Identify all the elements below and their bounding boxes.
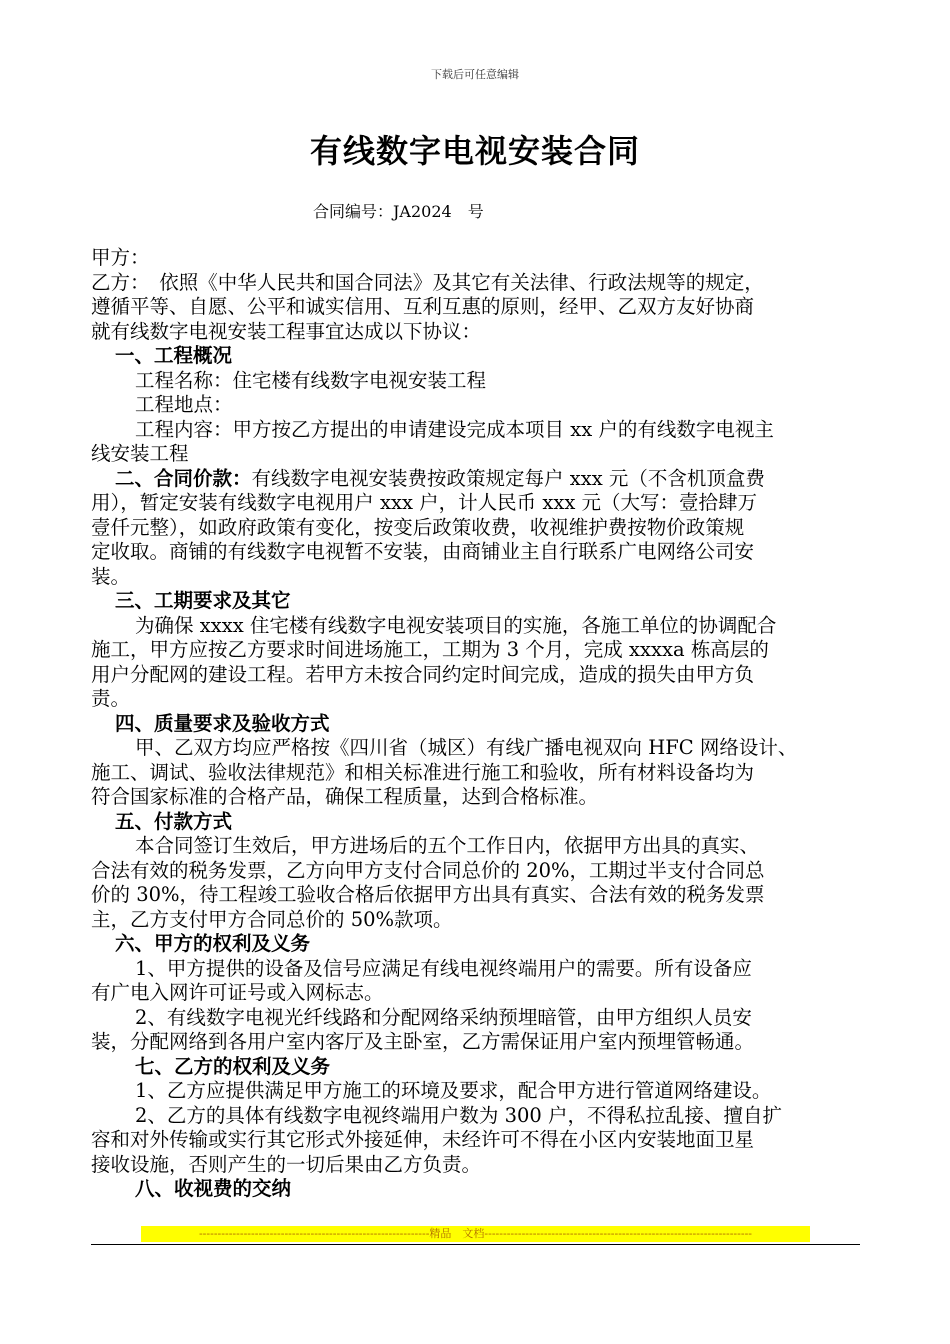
- paragraph-line: 工程内容：甲方按乙方提出的申请建设完成本项目 xx 户的有线数字电视主: [135, 417, 774, 441]
- document-title: 有线数字电视安装合同: [309, 132, 640, 170]
- footer-rule: [91, 1244, 860, 1245]
- paragraph-line: 合法有效的税务发票，乙方向甲方支付合同总价的 20%，工期过半支付合同总: [91, 858, 765, 882]
- paragraph-line: 施工，甲方应按乙方要求时间进场施工，工期为 3 个月，完成 xxxxa 栋高层的: [91, 638, 769, 661]
- paragraph-line: 就有线数字电视安装工程事宜达成以下协议：: [91, 319, 482, 343]
- paragraph-line: 甲方：: [91, 246, 150, 269]
- contract-body: [91, 246, 861, 1202]
- footer-watermark-bar: --------------------------------------------------------------精品 文档------------------------------------------------------------------------: [141, 1226, 810, 1242]
- paragraph-line: 工程名称：住宅楼有线数字电视安装工程: [135, 368, 487, 392]
- section-heading: 一、工程概况: [115, 344, 233, 367]
- section-heading: 五、付款方式: [115, 809, 233, 833]
- paragraph-line: 容和对外传输或实行其它形式外接延伸，未经许可不得在小区内安装地面卫星: [91, 1128, 755, 1151]
- paragraph-line: 装，分配网络到各用户室内客厅及主卧室，乙方需保证用户室内预埋管畅通。: [91, 1030, 755, 1053]
- paragraph-text: 有线数字电视安装费按政策规定每户 xxx 元（不含机顶盒费: [251, 466, 765, 490]
- paragraph-line: 2、乙方的具体有线数字电视终端用户数为 300 户，不得私拉乱接、擅自扩: [135, 1103, 783, 1127]
- paragraph-line: 为确保 xxxx 住宅楼有线数字电视安装项目的实施，各施工单位的协调配合: [135, 613, 777, 637]
- paragraph-line: 乙方： 依照《中华人民共和国合同法》及其它有关法律、行政法规等的规定，: [91, 270, 764, 294]
- paragraph-line: 装。: [91, 564, 131, 588]
- paragraph-line: 甲、乙双方均应严格按《四川省（城区）有线广播电视双向 HFC 网络设计、: [135, 736, 798, 759]
- paragraph-line: 1、乙方应提供满足甲方施工的环境及要求，配合甲方进行管道网络建设。: [135, 1079, 772, 1102]
- paragraph-line: 责。: [91, 687, 131, 710]
- paragraph-line: 1、甲方提供的设备及信号应满足有线电视终端用户的需要。所有设备应: [135, 956, 752, 980]
- paragraph-line: 工程地点：: [135, 393, 233, 416]
- section-heading: 四、质量要求及验收方式: [115, 711, 330, 735]
- paragraph-line: 施工、调试、验收法律规范》和相关标准进行施工和验收，所有材料设备均为: [91, 760, 755, 784]
- paragraph-line: 定收取。商铺的有线数字电视暂不安装，由商铺业主自行联系广电网络公司安: [91, 540, 755, 563]
- paragraph-line: 符合国家标准的合格产品，确保工程质量，达到合格标准。: [91, 785, 599, 808]
- section-heading: 二、合同价款：: [115, 466, 252, 490]
- header-note: 下载后可任意编辑: [431, 68, 519, 81]
- section-heading: 六、甲方的权利及义务: [115, 932, 311, 955]
- paragraph-line: 2、有线数字电视光纤线路和分配网络采纳预埋暗管，由甲方组织人员安: [135, 1005, 752, 1029]
- section-heading: 三、工期要求及其它: [115, 589, 291, 612]
- paragraph-line: 主，乙方支付甲方合同总价的 50%款项。: [91, 907, 453, 931]
- paragraph-line: 有广电入网许可证号或入网标志。: [91, 981, 384, 1004]
- paragraph-line: 线安装工程: [91, 442, 189, 465]
- paragraph-line: 遵循平等、自愿、公平和诚实信用、互利互惠的原则，经甲、乙双方友好协商: [91, 295, 755, 318]
- paragraph-line: 壹仟元整），如政府政策有变化，按变后政策收费，收视维护费按物价政策规: [91, 515, 745, 539]
- paragraph-line: 本合同签订生效后，甲方进场后的五个工作日内，依据甲方出具的真实、: [135, 834, 760, 857]
- paragraph-line: 用户分配网的建设工程。若甲方未按合同约定时间完成，造成的损失由甲方负: [91, 662, 755, 686]
- section-heading: 七、乙方的权利及义务: [135, 1054, 331, 1078]
- paragraph-line: 价的 30%，待工程竣工验收合格后依据甲方出具有真实、合法有效的税务发票: [91, 883, 765, 906]
- contract-number: 合同编号：JA2024 号: [313, 202, 484, 221]
- paragraph-line: 接收设施，否则产生的一切后果由乙方负责。: [91, 1152, 482, 1176]
- section-heading: 八、收视费的交纳: [135, 1177, 292, 1200]
- paragraph-line: 用），暂定安装有线数字电视用户 xxx 户，计人民币 xxx 元（大写：壹拾肆万: [91, 491, 758, 514]
- paragraph-line: [91, 467, 861, 492]
